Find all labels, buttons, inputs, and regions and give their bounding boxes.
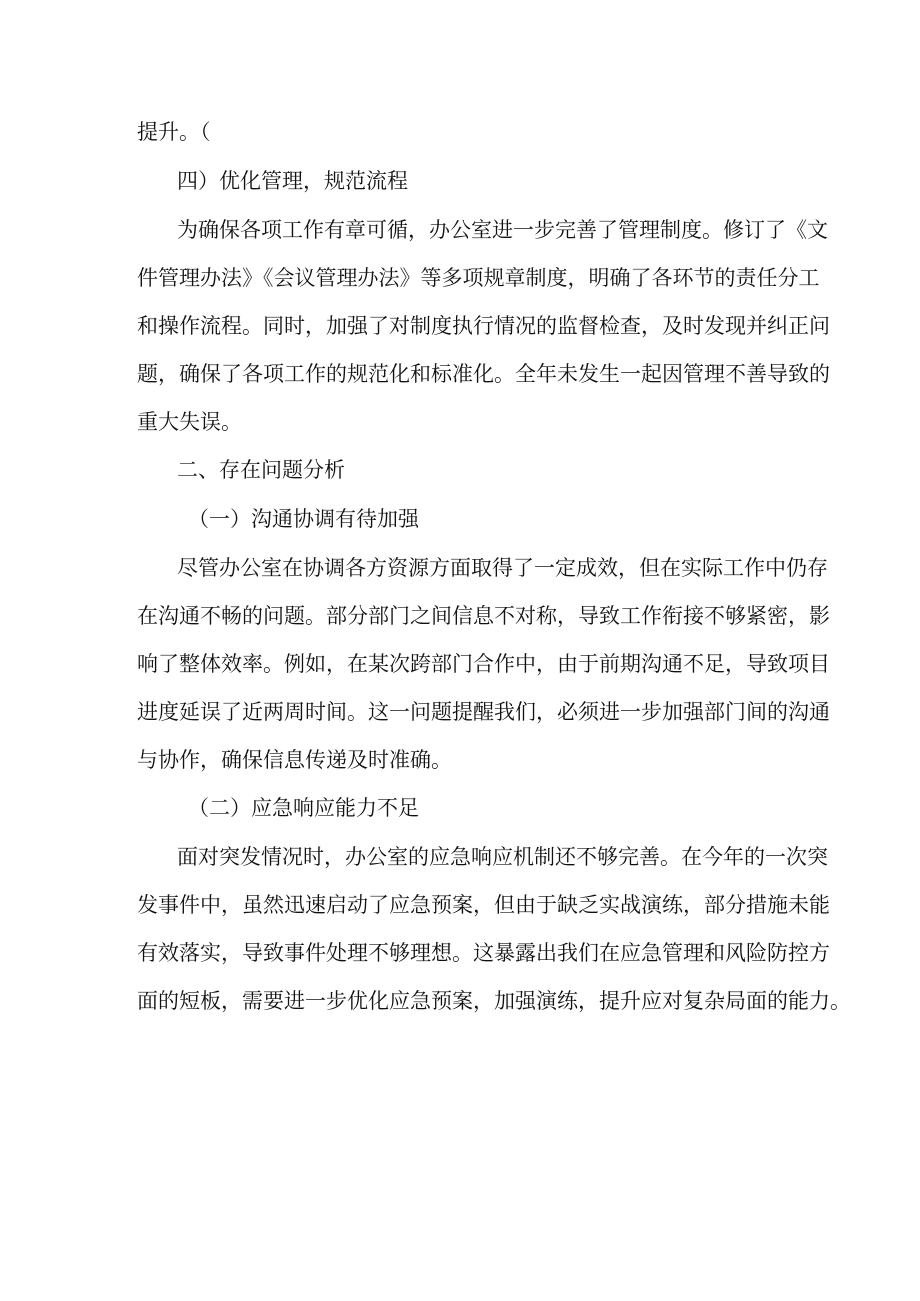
paragraph-line: 为确保各项工作有章可循，办公室进一步完善了管理制度。修订了《文: [177, 218, 828, 242]
paragraph-line: 与协作，确保信息传递及时准确。: [137, 748, 452, 772]
paragraph-line: 面的短板，需要进一步优化应急预案，加强演练，提升应对复杂局面的能力。: [137, 989, 851, 1013]
paragraph-line: 重大失误。: [137, 410, 242, 434]
paragraph-line: 题，确保了各项工作的规范化和标准化。全年未发生一起因管理不善导致的: [137, 362, 830, 386]
paragraph-tail-line: 提升。（: [137, 120, 211, 144]
paragraph-line: 进度延误了近两周时间。这一问题提醒我们，必须进一步加强部门间的沟通: [137, 700, 830, 724]
section-heading-problem-analysis: 二、存在问题分析: [177, 458, 345, 482]
paragraph-line: 有效落实，导致事件处理不够理想。这暴露出我们在应急管理和风险防控方: [137, 941, 830, 965]
paragraph-line: 在沟通不畅的问题。部分部门之间信息不对称，导致工作衔接不够紧密，影: [137, 604, 830, 628]
paragraph-line: 件管理办法》《会议管理办法》等多项规章制度，明确了各环节的责任分工: [137, 266, 820, 290]
paragraph-line: 尽管办公室在协调各方资源方面取得了一定成效，但在实际工作中仍存: [177, 556, 828, 580]
paragraph-line: 面对突发情况时，办公室的应急响应机制还不够完善。在今年的一次突: [177, 845, 828, 869]
paragraph-line: 响了整体效率。例如，在某次跨部门合作中，由于前期沟通不足，导致项目: [137, 652, 830, 676]
paragraph-line: 发事件中，虽然迅速启动了应急预案，但由于缺乏实战演练，部分措施未能: [137, 893, 830, 917]
section-heading-optimize-management: 四）优化管理，规范流程: [177, 169, 408, 193]
paragraph-line: 和操作流程。同时，加强了对制度执行情况的监督检查，及时发现并纠正问: [137, 314, 830, 338]
subsection-heading-communication: （一）沟通协调有待加强: [188, 507, 419, 531]
subsection-heading-emergency-response: （二）应急响应能力不足: [188, 796, 419, 820]
